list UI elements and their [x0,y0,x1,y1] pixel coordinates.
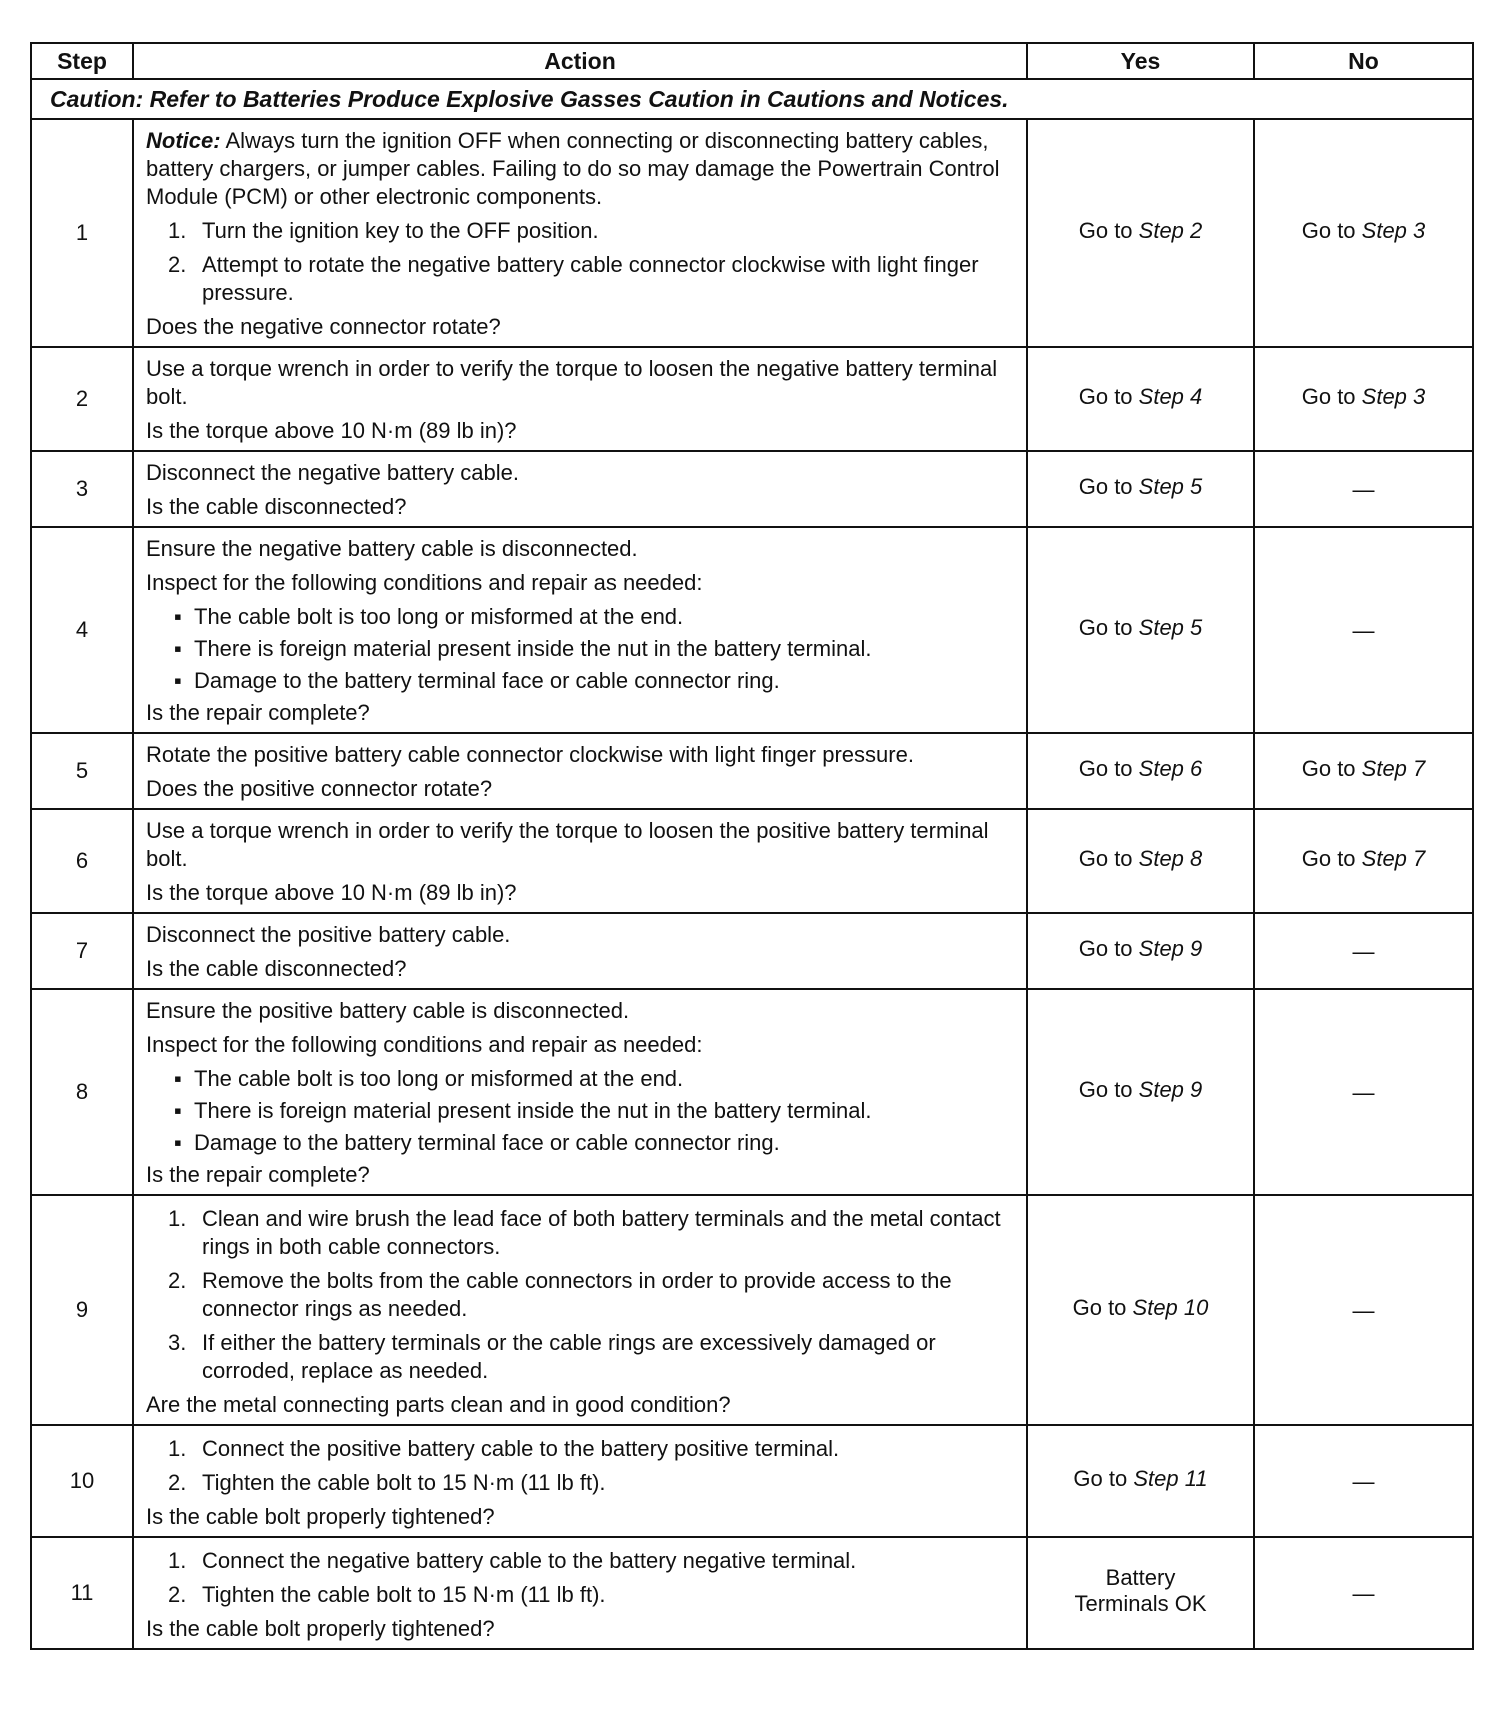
dash-mark: — [1352,1468,1375,1494]
header-action: Action [133,43,1027,79]
item-number: 1. [168,1548,187,1573]
table-row [31,1195,1473,1425]
no-cell [1254,527,1473,733]
step-reference: Step 4 [1138,383,1203,409]
yes-cell [1027,451,1254,527]
item-text: Tighten the cable bolt to 15 N·m (11 lb ft). [202,1470,606,1495]
step-number: 5 [31,733,133,809]
question-text: Does the negative connector rotate? [146,314,501,339]
numbered-item [146,1205,1014,1261]
numbered-item [146,1329,1014,1385]
step-number: 2 [31,347,133,451]
no-cell [1254,1425,1473,1537]
bullet-icon: ▪ [174,1066,182,1091]
no-cell [1254,451,1473,527]
action-text: Disconnect the positive battery cable. [146,922,511,947]
question-text: Is the cable disconnected? [146,956,407,981]
bullet-text: There is foreign material present inside the nut in the battery terminal. [194,1098,872,1123]
bullet-icon: ▪ [174,636,182,661]
table-row [31,527,1473,733]
no-cell [1254,347,1473,451]
bullet-item [146,1097,1014,1125]
question-text: Is the torque above 10 N·m (89 lb in)? [146,418,517,443]
action-cell [133,1425,1027,1537]
bullet-text: The cable bolt is too long or misformed at the end. [194,1066,684,1091]
item-text: If either the battery terminals or the cable rings are excessively damaged or corroded, replace as needed. [202,1330,936,1383]
yes-cell [1027,733,1254,809]
dash-mark: — [1352,938,1375,964]
yes-cell [1027,809,1254,913]
notice-label: Notice: [146,128,221,153]
goto-prefix: Go to [1078,614,1139,640]
numbered-item [146,1435,1014,1463]
caution-row [31,79,1473,119]
no-cell [1254,809,1473,913]
numbered-item [146,1581,1014,1609]
yes-cell [1027,1195,1254,1425]
numbered-item [146,251,1014,307]
step-number: 7 [31,913,133,989]
question-text: Is the cable bolt properly tightened? [146,1504,495,1529]
numbered-item [146,1469,1014,1497]
step-reference: Step 10 [1132,1294,1209,1320]
bullet-item [146,635,1014,663]
item-text: Attempt to rotate the negative battery cable connector clockwise with light finger pressure. [202,252,979,305]
question-text: Are the metal connecting parts clean and in good condition? [146,1392,731,1417]
header-row [31,43,1473,79]
no-cell [1254,913,1473,989]
table-row [31,809,1473,913]
step-number: 8 [31,989,133,1195]
table-row [31,119,1473,347]
table-row [31,989,1473,1195]
step-reference: Step 3 [1361,217,1426,243]
action-cell [133,119,1027,347]
item-number: 3. [168,1330,187,1355]
step-reference: Step 8 [1138,845,1203,871]
notice-text [146,127,1014,211]
bullet-icon: ▪ [174,1130,182,1155]
step-reference: Step 5 [1138,473,1203,499]
step-number: 3 [31,451,133,527]
goto-prefix: Go to [1301,755,1362,781]
step-reference: Step 3 [1361,383,1426,409]
step-reference: Step 2 [1138,217,1203,243]
action-cell [133,527,1027,733]
yes-cell [1027,989,1254,1195]
action-text: Ensure the negative battery cable is disconnected. [146,536,638,561]
action-cell [133,1537,1027,1649]
goto-prefix: Go to [1078,1076,1139,1102]
step-number: 1 [31,119,133,347]
action-cell [133,809,1027,913]
no-cell [1254,119,1473,347]
bullet-text: The cable bolt is too long or misformed at the end. [194,604,684,629]
step-reference: Step 6 [1138,755,1203,781]
step-reference: Step 9 [1138,1076,1203,1102]
action-text: Disconnect the negative battery cable. [146,460,520,485]
item-number: 2. [168,1470,187,1495]
bullet-item [146,1065,1014,1093]
action-cell [133,451,1027,527]
goto-prefix: Go to [1301,845,1362,871]
caution-text: Caution: Refer to Batteries Produce Explosive Gasses Caution in Cautions and Notices. [31,79,1473,119]
goto-prefix: Go to [1078,383,1139,409]
question-text: Is the repair complete? [146,1162,370,1187]
result-text: Battery Terminals OK [1074,1564,1207,1616]
item-number: 2. [168,252,187,277]
goto-prefix: Go to [1078,473,1139,499]
action-cell [133,913,1027,989]
yes-cell [1027,119,1254,347]
bullet-icon: ▪ [174,668,182,693]
goto-prefix: Go to [1301,383,1362,409]
action-text: Ensure the positive battery cable is disconnected. [146,998,630,1023]
table-row [31,451,1473,527]
header-yes: Yes [1027,43,1254,79]
item-text: Turn the ignition key to the OFF position. [202,218,599,243]
action-cell [133,1195,1027,1425]
goto-prefix: Go to [1072,1294,1133,1320]
item-text: Connect the positive battery cable to the battery positive terminal. [202,1436,840,1461]
step-reference: Step 11 [1133,1465,1208,1491]
table-row [31,347,1473,451]
step-number: 6 [31,809,133,913]
item-number: 1. [168,1206,187,1231]
action-text: Inspect for the following conditions and repair as needed: [146,570,703,595]
table-body [31,79,1473,1649]
yes-cell [1027,527,1254,733]
bullet-item [146,1129,1014,1157]
header-no: No [1254,43,1473,79]
bullet-icon: ▪ [174,1098,182,1123]
action-text: Rotate the positive battery cable connector clockwise with light finger pressure. [146,742,914,767]
dash-mark: — [1352,1580,1375,1606]
table-row [31,733,1473,809]
yes-cell [1027,1425,1254,1537]
dash-mark: — [1352,1079,1375,1105]
step-reference: Step 7 [1361,845,1426,871]
dash-mark: — [1352,617,1375,643]
action-cell [133,733,1027,809]
goto-prefix: Go to [1078,845,1139,871]
bullet-item [146,603,1014,631]
goto-prefix: Go to [1073,1465,1134,1491]
dash-mark: — [1352,476,1375,502]
header-step: Step [31,43,133,79]
bullet-icon: ▪ [174,604,182,629]
no-cell [1254,1537,1473,1649]
action-cell [133,989,1027,1195]
step-number: 11 [31,1537,133,1649]
item-text: Clean and wire brush the lead face of both battery terminals and the metal contact rings in both cable connectors. [202,1206,1001,1259]
item-text: Remove the bolts from the cable connectors in order to provide access to the connector rings as needed. [202,1268,952,1321]
question-text: Does the positive connector rotate? [146,776,493,801]
bullet-item [146,667,1014,695]
dash-mark: — [1352,1297,1375,1323]
step-number: 10 [31,1425,133,1537]
item-number: 1. [168,1436,187,1461]
question-text: Is the cable disconnected? [146,494,407,519]
bullet-text: There is foreign material present inside the nut in the battery terminal. [194,636,872,661]
question-text: Is the repair complete? [146,700,370,725]
diagnostic-table [30,42,1474,1650]
action-cell [133,347,1027,451]
goto-prefix: Go to [1078,755,1139,781]
question-text: Is the torque above 10 N·m (89 lb in)? [146,880,517,905]
numbered-item [146,217,1014,245]
step-number: 4 [31,527,133,733]
item-text: Connect the negative battery cable to the battery negative terminal. [202,1548,857,1573]
no-cell [1254,989,1473,1195]
goto-prefix: Go to [1078,217,1139,243]
bullet-text: Damage to the battery terminal face or cable connector ring. [194,1130,780,1155]
item-text: Tighten the cable bolt to 15 N·m (11 lb ft). [202,1582,606,1607]
step-reference: Step 5 [1138,614,1203,640]
numbered-item [146,1267,1014,1323]
goto-prefix: Go to [1078,935,1139,961]
table-row [31,1425,1473,1537]
item-number: 2. [168,1582,187,1607]
bullet-text: Damage to the battery terminal face or cable connector ring. [194,668,780,693]
item-number: 1. [168,218,187,243]
action-text: Use a torque wrench in order to verify the torque to loosen the positive battery terminal bolt. [146,818,989,871]
step-reference: Step 9 [1138,935,1203,961]
numbered-item [146,1547,1014,1575]
no-cell [1254,733,1473,809]
goto-prefix: Go to [1301,217,1362,243]
yes-cell [1027,1537,1254,1649]
yes-cell [1027,347,1254,451]
action-text: Use a torque wrench in order to verify the torque to loosen the negative battery terminal bolt. [146,356,998,409]
no-cell [1254,1195,1473,1425]
question-text: Is the cable bolt properly tightened? [146,1616,495,1641]
table-row [31,1537,1473,1649]
notice-body: Always turn the ignition OFF when connecting or disconnecting battery cables, battery chargers, or jumper cables. Failing to do so may damage the Powertrain Control Module (PCM) or other electronic components. [146,128,1000,209]
yes-cell [1027,913,1254,989]
step-number: 9 [31,1195,133,1425]
step-reference: Step 7 [1361,755,1426,781]
action-text: Inspect for the following conditions and repair as needed: [146,1032,703,1057]
table-row [31,913,1473,989]
item-number: 2. [168,1268,187,1293]
